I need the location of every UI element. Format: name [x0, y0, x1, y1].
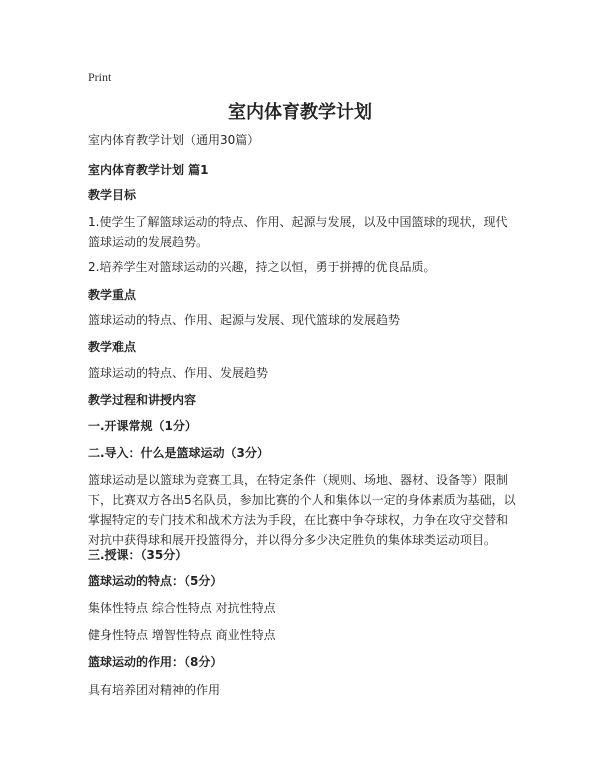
- section-heading: 一.开课常规（1分）: [88, 419, 197, 433]
- page-title: 室内体育教学计划: [228, 102, 372, 123]
- section-heading: 教学难点: [88, 340, 137, 354]
- subtitle: 室内体育教学计划（通用30篇）: [88, 133, 260, 147]
- section-heading: 教学重点: [88, 288, 137, 302]
- section-heading: 二.导入：什么是篮球运动（3分）: [88, 446, 269, 460]
- paragraph: 篮球运动的特点、作用、起源与发展、现代篮球的发展趋势: [88, 313, 401, 327]
- paragraph: 健身性特点 增智性特点 商业性特点: [88, 628, 276, 642]
- section-heading: 室内体育教学计划 篇1: [88, 163, 209, 177]
- paragraph: 具有培养团对精神的作用: [88, 683, 221, 697]
- section-heading: 教学目标: [88, 188, 137, 202]
- section-heading: 三.授课：（35分）: [88, 548, 188, 562]
- paragraph: 篮球运动是以篮球为竞赛工具，在特定条件（规则、场地、器材、设备等）限制下，比赛双方各出5名队员，参加比赛的个人和集体以一定的身体素质为基础，以掌握特定的专门技术和战术方法为手段，在比赛中争夺球权，力争在攻守交替和对抗中获得球和展开投篮得分，并以得分多少决定胜负的集体球类运动项目。: [88, 473, 516, 547]
- paragraph: 集体性特点 综合性特点 对抗性特点: [88, 601, 276, 615]
- paragraph: 2.培养学生对篮球运动的兴趣，持之以恒，勇于拼搏的优良品质。: [88, 260, 436, 274]
- section-heading: 篮球运动的作用：（8分）: [88, 655, 223, 669]
- paragraph: 篮球运动的特点、作用、发展趋势: [88, 366, 269, 380]
- print-label: Print: [88, 70, 112, 84]
- section-heading: 教学过程和讲授内容: [88, 393, 197, 407]
- section-heading: 篮球运动的特点：（5分）: [88, 574, 223, 588]
- paragraph: 1.使学生了解篮球运动的特点、作用、起源与发展，以及中国篮球的现状，现代篮球运动的发展趋势。: [88, 215, 508, 249]
